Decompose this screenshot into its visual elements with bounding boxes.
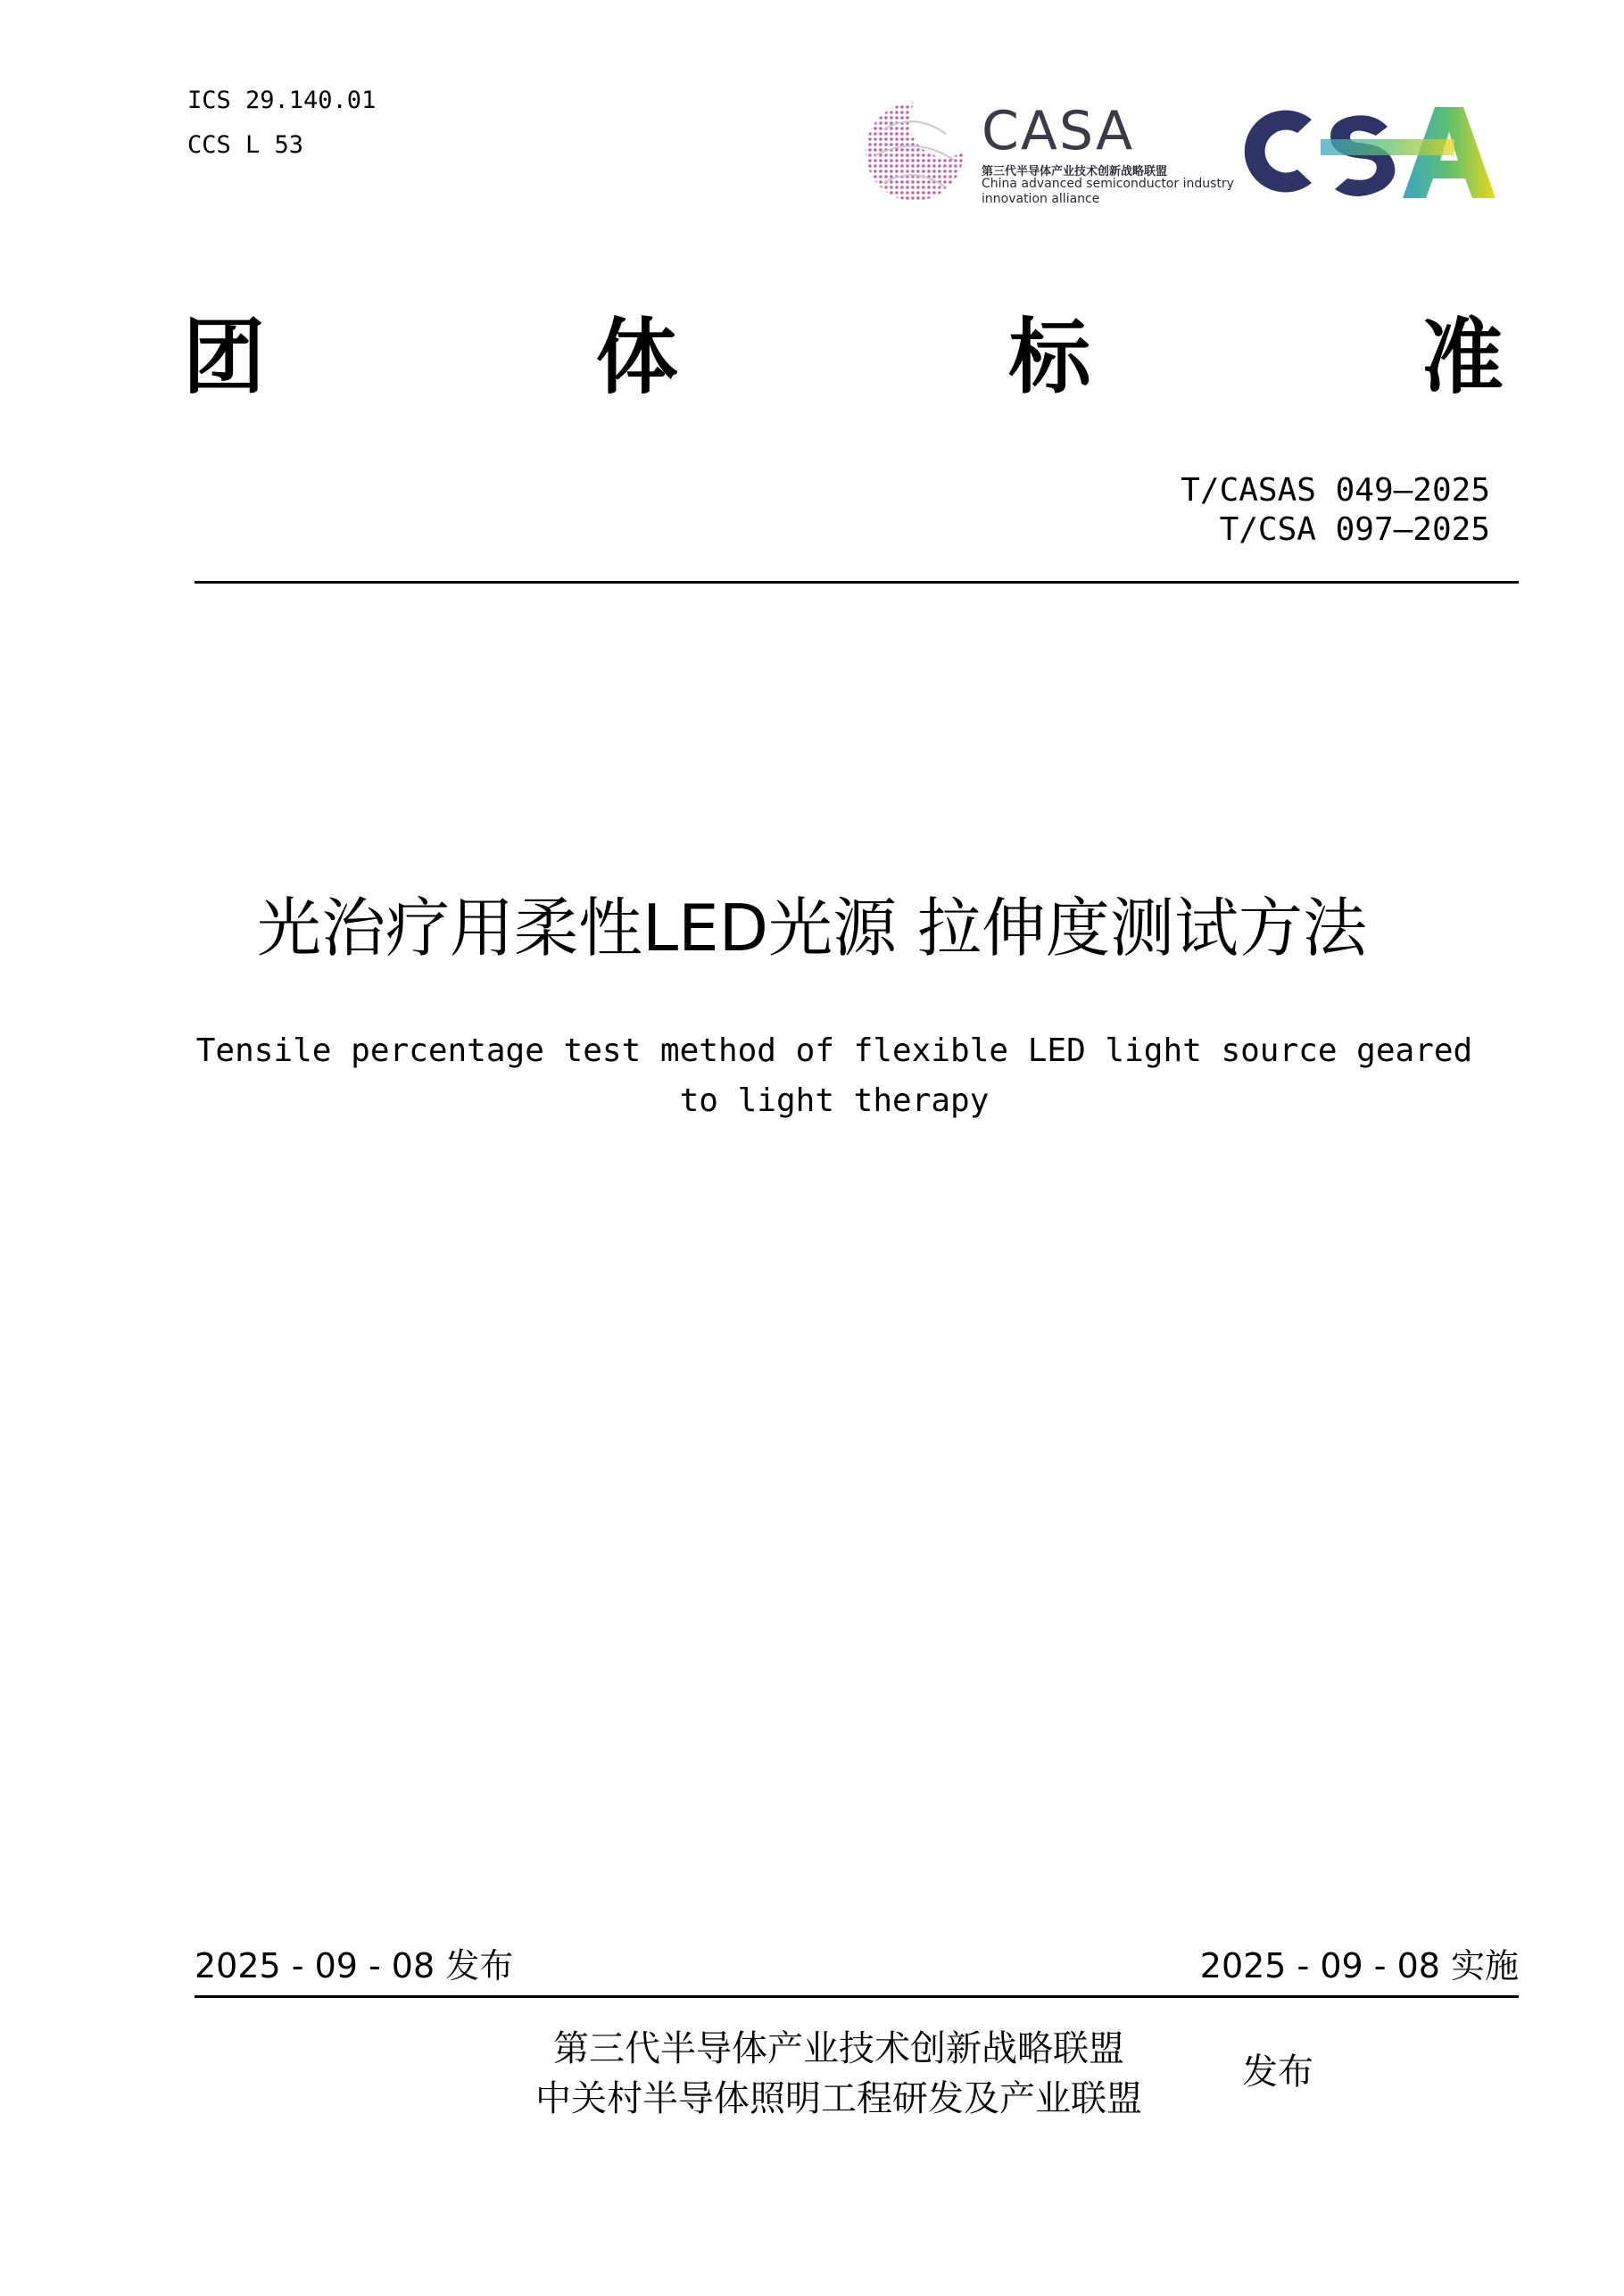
heading-char-1: 团 (183, 309, 266, 405)
casa-logo (857, 94, 1234, 210)
csa-logo (1222, 100, 1499, 203)
title-english-line-1: Tensile percentage test method of flexible LED light source geared (195, 1032, 1473, 1069)
ics-code: ICS 29.140.01 (187, 87, 377, 114)
casa-subtitle-cn: 第三代半导体产业技术创新战略联盟 (982, 165, 1168, 178)
heading-char-3: 标 (1008, 309, 1091, 405)
ccs-code: CCS L 53 (187, 131, 304, 159)
classification-codes (187, 79, 376, 168)
publisher-list (500, 2024, 1178, 2124)
title-english (178, 1026, 1490, 1126)
heading-char-4: 准 (1421, 309, 1504, 405)
title-chinese: 光治疗用柔性LED光源 拉伸度测试方法 (257, 891, 1367, 966)
standard-number-csa: T/CSA 097—2025 (1219, 511, 1490, 548)
standard-type-heading (183, 308, 1504, 406)
release-label: 发布 (1242, 2051, 1313, 2093)
casa-wordmark: CASA (982, 100, 1135, 162)
casa-subtitle-en-2: innovation alliance (982, 192, 1100, 206)
casa-globe-icon (857, 94, 973, 210)
publisher-2: 中关村半导体照明工程研发及产业联盟 (535, 2078, 1142, 2119)
standard-numbers (1181, 471, 1490, 550)
effective-date: 2025 - 09 - 08 实施 (1199, 1946, 1519, 1985)
top-divider (195, 581, 1519, 584)
publish-date: 2025 - 09 - 08 发布 (195, 1946, 514, 1985)
title-english-line-2: to light therapy (679, 1082, 990, 1119)
standard-number-casas: T/CASAS 049—2025 (1181, 472, 1490, 509)
csa-logo-graphic (1222, 100, 1499, 203)
casa-subtitle-en-1: China advanced semiconductor industry (982, 177, 1234, 191)
bottom-divider (195, 1995, 1519, 1998)
publisher-1: 第三代半导体产业技术创新战略联盟 (553, 2028, 1124, 2069)
heading-char-2: 体 (595, 309, 678, 405)
